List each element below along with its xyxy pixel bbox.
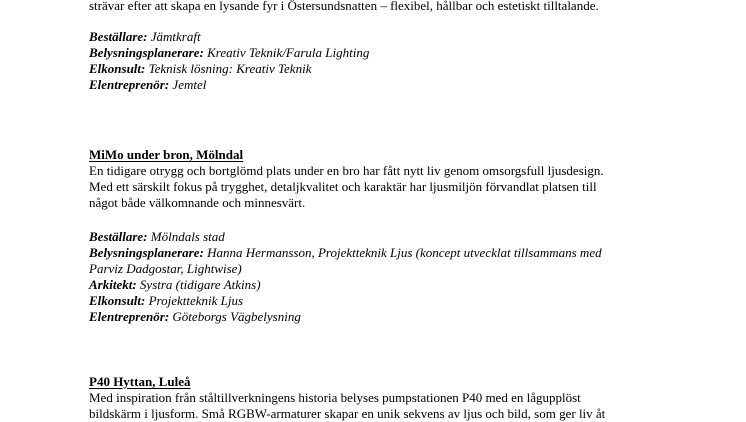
description-line: Med ett särskilt fokus på trygghet, detaljkvalitet och karaktär har ljusmiljön förvandlat platsen till <box>89 179 597 194</box>
credit-line <box>89 229 729 245</box>
credit-line-continued <box>89 261 729 277</box>
credit-value: Göteborgs Vägbelysning <box>172 309 301 324</box>
credit-value: Projektteknik Ljus <box>148 293 244 308</box>
credit-role: Beställare: <box>89 29 148 44</box>
credit-value: Jämtkraft <box>150 29 201 44</box>
description-line: Med inspiration från ståltillverkningens historia belyses pumpstationen P40 med en lågupplöst <box>89 390 581 405</box>
credit-line <box>89 45 729 61</box>
description-line: En tidigare otrygg och bortglömd plats under en bro har fått nytt liv genom omsorgsfull ljusdesign. <box>89 163 604 178</box>
credit-role: Elkonsult: <box>89 61 146 76</box>
credit-role: Arkitekt: <box>89 277 137 292</box>
project1-credits <box>89 29 729 93</box>
credit-value: Hanna Hermansson, Projektteknik Ljus (koncept utvecklat tillsammans med <box>207 245 602 260</box>
description-line: bildskärm i ljusform. Små RGBW-armaturer skapar en unik sekvens av ljus och bild, som ger liv åt <box>89 406 606 421</box>
credit-value: Systra (tidigare Atkins) <box>139 277 261 292</box>
credit-role: Elentreprenör: <box>89 77 170 92</box>
credit-role: Elkonsult: <box>89 293 146 308</box>
project-title: P40 Hyttan, Luleå <box>89 374 191 389</box>
project-title: MiMo under bron, Mölndal <box>89 147 244 162</box>
credit-value: Jemtel <box>172 77 207 92</box>
credit-line <box>89 29 729 45</box>
credit-value: Parviz Dadgostar, Lightwise) <box>89 261 242 276</box>
credit-role: Beställare: <box>89 229 148 244</box>
credit-line <box>89 293 729 309</box>
credit-value: Teknisk lösning: Kreativ Teknik <box>148 61 312 76</box>
credit-line <box>89 277 729 293</box>
credit-value: Mölndals stad <box>150 229 225 244</box>
credit-role: Belysningsplanerare: <box>89 45 204 60</box>
credit-role: Belysningsplanerare: <box>89 245 204 260</box>
credit-value: Kreativ Teknik/Farula Lighting <box>207 45 370 60</box>
credit-role: Elentreprenör: <box>89 309 170 324</box>
intro-paragraph <box>89 0 729 14</box>
credit-line <box>89 61 729 77</box>
credit-line <box>89 77 729 93</box>
intro-line: strävar efter att skapa en lysande fyr i Östersundsnatten – flexibel, hållbar och estetiskt tilltalande. <box>89 0 599 13</box>
project3-section <box>89 374 729 422</box>
credit-line <box>89 309 729 325</box>
project2-credits <box>89 229 729 325</box>
project2-section <box>89 147 729 211</box>
description-line: något både välkomnande och minnesvärt. <box>89 195 306 210</box>
credit-line <box>89 245 729 261</box>
